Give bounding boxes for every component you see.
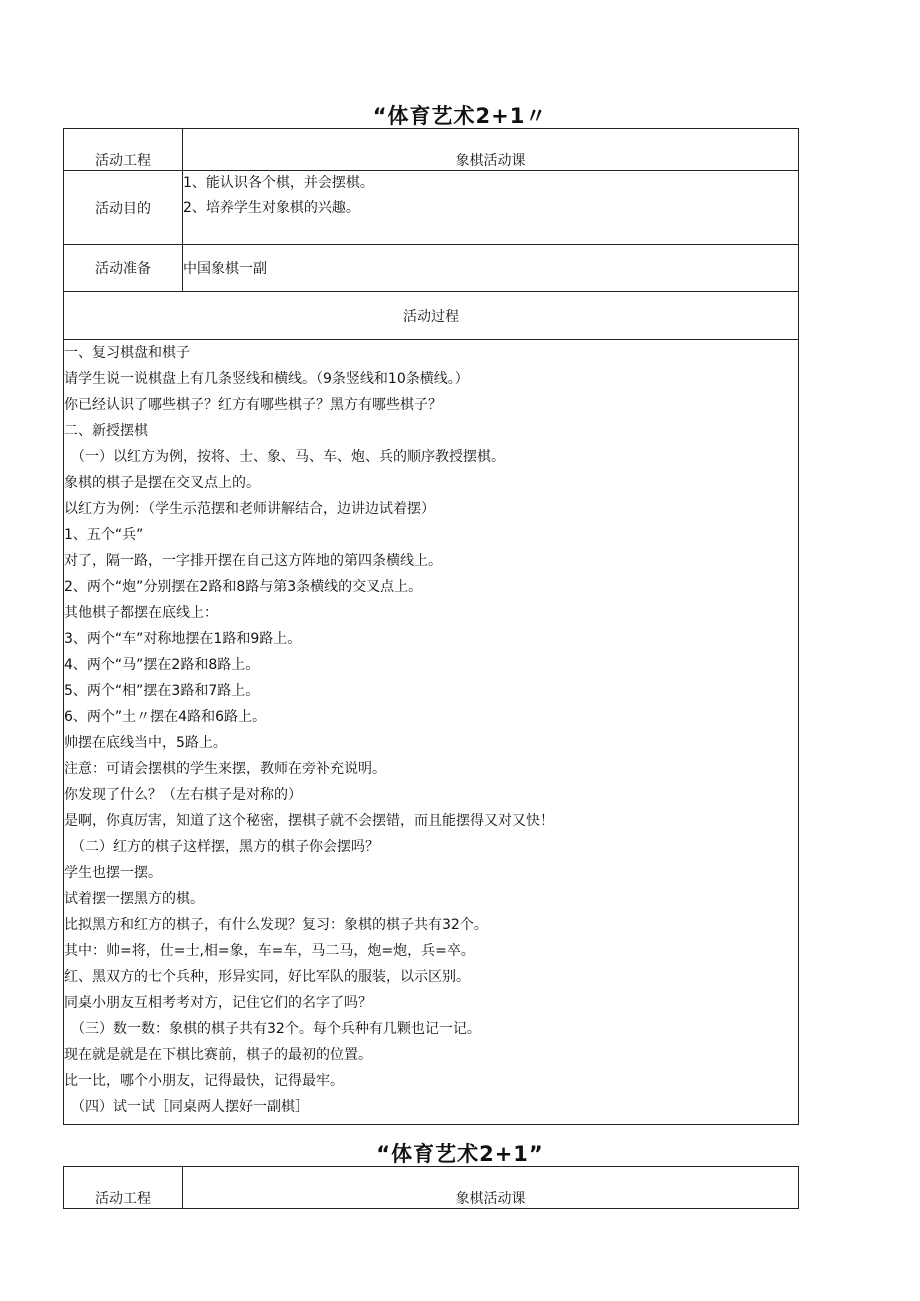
process-line: 试着摆一摆黑方的棋。 bbox=[64, 891, 204, 907]
process-line: 6、两个”土〃摆在4路和6路上。 bbox=[64, 709, 266, 725]
process-line: 对了，隔一路，一字排开摆在自己这方阵地的第四条横线上。 bbox=[64, 553, 442, 569]
process-line: 你发现了什么？（左右棋子是对称的） bbox=[64, 787, 302, 803]
goal-label: 活动目的 bbox=[64, 171, 183, 245]
process-line: 二、新授摆棋 bbox=[64, 423, 148, 439]
process-line: 注意：可请会摆棋的学生来摆，教师在旁补充说明。 bbox=[64, 761, 386, 777]
process-line: 2、两个“炮”分别摆在2路和8路与第3条横线的交叉点上。 bbox=[64, 579, 423, 595]
project-value-2: 象棋活动课 bbox=[183, 1167, 799, 1209]
page-title: “体育艺术2+1〃 bbox=[372, 104, 548, 128]
process-line: （二）红方的棋子这样摆，黑方的棋子你会摆吗？ bbox=[71, 839, 379, 855]
row-goal bbox=[64, 171, 799, 245]
process-body bbox=[64, 340, 799, 1125]
process-line: 学生也摆一摆。 bbox=[64, 865, 162, 881]
process-line: 请学生说一说棋盘上有几条竖线和横线。（9条竖线和10条横线。） bbox=[64, 371, 469, 387]
process-line: （三）数一数：象棋的棋子共有32个。每个兵种有几颗也记一记。 bbox=[71, 1021, 481, 1037]
process-line: （四）试一试［同桌两人摆好一副棋］ bbox=[71, 1099, 309, 1115]
activity-table bbox=[63, 128, 799, 1125]
goal-value bbox=[183, 171, 799, 245]
row-process-body bbox=[64, 340, 799, 1125]
process-line: 其中：帅=将，仕=士,相=象，车=车，马二马，炮=炮，兵=卒。 bbox=[64, 943, 475, 959]
project-value: 象棋活动课 bbox=[183, 129, 799, 171]
prep-value: 中国象棋一副 bbox=[183, 245, 799, 292]
process-line: 比一比，哪个小朋友，记得最快，记得最牢。 bbox=[64, 1073, 344, 1089]
process-line: 红、黑双方的七个兵种，形异实同，好比军队的服装，以示区别。 bbox=[64, 969, 470, 985]
process-line: 4、两个“马”摆在2路和8路上。 bbox=[64, 657, 260, 673]
goal-item: 1、能认识各个棋，并会摆棋。 bbox=[183, 175, 374, 191]
process-line: 你已经认识了哪些棋子？红方有哪些棋子？黑方有哪些棋子？ bbox=[64, 397, 442, 413]
process-line: 一、复习棋盘和棋子 bbox=[64, 345, 190, 361]
process-line: 比拟黑方和红方的棋子，有什么发现？复习：象棋的棋子共有32个。 bbox=[64, 917, 488, 933]
process-line: 同桌小朋友互相考考对方，记住它们的名字了吗？ bbox=[64, 995, 372, 1011]
process-line: 1、五个“兵” bbox=[64, 527, 144, 543]
process-header: 活动过程 bbox=[64, 292, 799, 340]
row-prep bbox=[64, 245, 799, 292]
process-line: 是啊，你真厉害，知道了这个秘密，摆棋子就不会摆错，而且能摆得又对又快！ bbox=[64, 813, 554, 829]
project-label-2: 活动工程 bbox=[64, 1167, 183, 1209]
row-process-header bbox=[64, 292, 799, 340]
process-line: 其他棋子都摆在底线上： bbox=[64, 605, 218, 621]
prep-label: 活动准备 bbox=[64, 245, 183, 292]
process-line: （一）以红方为例，按将、士、象、马、车、炮、兵的顺序教授摆棋。 bbox=[71, 449, 505, 465]
activity-table-2 bbox=[63, 1166, 799, 1209]
page-title-2: “体育艺术2+1” bbox=[376, 1142, 544, 1166]
process-line: 3、两个“车”对称地摆在1路和9路上。 bbox=[64, 631, 302, 647]
goal-item: 2、培养学生对象棋的兴趣。 bbox=[183, 200, 360, 216]
process-line: 现在就是就是在下棋比赛前，棋子的最初的位置。 bbox=[64, 1047, 372, 1063]
project-label: 活动工程 bbox=[64, 129, 183, 171]
process-line: 以红方为例：（学生示范摆和老师讲解结合，边讲边试着摆） bbox=[64, 501, 435, 517]
process-line: 象棋的棋子是摆在交叉点上的。 bbox=[64, 475, 260, 491]
process-line: 帅摆在底线当中，5路上。 bbox=[64, 735, 227, 751]
row-project bbox=[64, 129, 799, 171]
row-project-2 bbox=[64, 1167, 799, 1209]
process-line: 5、两个“相”摆在3路和7路上。 bbox=[64, 683, 260, 699]
